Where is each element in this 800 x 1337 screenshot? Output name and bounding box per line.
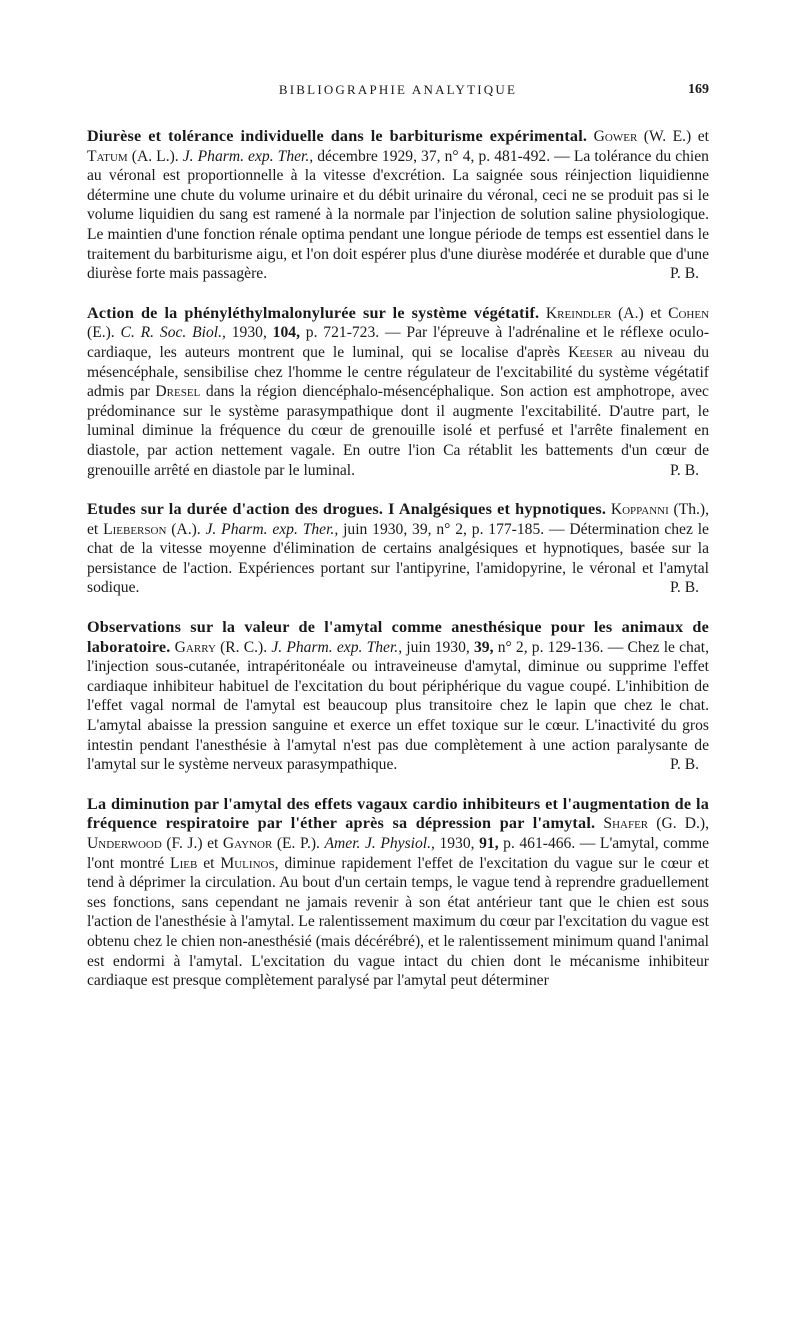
cited-author: Lieb [170,854,198,872]
entry-text [87,127,709,284]
reference: 1930, [231,324,267,342]
reference: 1930, [439,835,475,852]
entry-title: La diminution par l'amytal des effets vagaux cardio inhibiteurs et l'augmentation de la fréquence respiratoire par l'éther après sa dépression par l'amytal. [87,794,709,833]
author-initials: (E. P.). [276,835,320,852]
reference: décembre 1929, 37, n° 4, p. 481-492. — [317,147,570,165]
entry-text [87,795,709,991]
entry-text [87,618,709,775]
entry-phenylethylmalonyluree [87,304,709,480]
abstract: La tolérance du chien au véronal est proportionnelle à la vitesse d'excrétion. La saignée sous réinjection liquidienne détermine une chute du volume urinaire et du débit urinaire du véronal, ceci ne se produit pas si le volume liquidien du sang est ramené à la normale par l'injection de solution saline physiologique. Le maintien d'une fonction rénale optima pendant une longue période de temps est essentiel dans le traitement du barbiturisme aigu, et l'on doit espérer plus d'une diurèse modérée et durable que d'une diurèse forte mais passagère. [87,147,709,283]
journal-name: J. Pharm. exp. Ther., [271,638,403,656]
running-head [87,82,709,104]
running-head-title: BIBLIOGRAPHIE ANALYTIQUE [278,82,518,97]
cited-author: Mulinos [220,854,275,872]
conjunction: et [203,854,215,872]
signature: P. B. [669,756,699,774]
author-initials: (F. J.) et [166,835,219,852]
abstract: Détermination chez le chat de la vitesse moyenne d'élimination de certains analgésiques et hypnotiques, basée sur la persistance de l'action. Expériences portant sur l'antipyrine, l'amidopyrine, le véronal et l'amytal sodique. [87,520,709,597]
journal-name: C. R. Soc. Biol., [120,324,226,342]
abstract-cont: , diminue rapidement l'effet de l'excitation du vague sur le cœur et tend à déprimer la circulation. Au bout d'un certain temps, le vague tend à reprendre graduellement ses fonctions, sans cependant ne jamais revenir à son état antérieur tant que le chien est sous l'action de l'anesthésie à l'amytal. Le ralentissement maximum du cœur par l'excitation du vague est obtenu chez le chien non-anesthésié (mais décérébré), et le ralentissement minimum quand l'animal est endormi à l'amytal. L'excitation du vague intact du chien dont le mécanisme inhibiteur cardiaque est presque complètement paralysé par l'amytal peut déterminer [87,854,709,990]
signature: P. B. [669,265,699,283]
abstract: L'amytal, comme l'ont montré [87,835,710,872]
reference-pages: p. 461-466. — [503,835,596,852]
reference: juin 1930, 39, n° 2, p. 177-185. — [343,520,565,538]
entry-amytal-anesthesique [87,618,709,775]
bibliography-entries [87,127,709,1011]
author-initials: (W. E.) et [643,128,709,145]
author-initials: (Th.), et [87,501,709,538]
author-initials: (E.). [87,324,115,342]
author-initials: (A.). [171,520,201,538]
abstract: Chez le chat, l'injection sous-cutanée, intrapéritonéale ou intraveineuse d'amytal, diminue ou supprime l'effet cardiaque inhibiteur habituel de l'excitation du bout périphérique du vague coupé. L'inhibition de l'effet vagal normal de l'amytal est beaucoup plus transitoire chez le lapin que chez le chat. L'amytal abaisse la pression sanguine et exerce un effet toxique sur le cœur. L'inactivité du gros intestin pendant l'anesthésie à l'amytal n'est pas due complètement à une action paralysante de l'amytal sur le système nerveux parasympathique. [87,638,710,774]
page-number: 169 [688,82,709,97]
author-name: Shafer [603,815,649,833]
entry-text [87,304,709,480]
author-name: Lieberson [103,520,167,538]
entry-diurese [87,127,709,284]
volume: 39, [474,638,494,656]
cited-author: Keeser [568,343,613,361]
author-name: Tatum [87,147,128,165]
journal-name: J. Pharm. exp. Ther., [205,520,339,538]
volume: 91, [479,835,499,852]
author-name: Gaynor [222,835,273,852]
entry-title: Diurèse et tolérance individuelle dans le barbiturisme expérimental. [87,127,588,145]
entry-text [87,500,709,598]
author-name: Garry [174,638,216,656]
abstract-cont: dans la région diencéphalo-mésencéphalique. Son action est amphotrope, avec prédominance sur le système parasympathique dont il augmente l'excitabilité. D'autre part, le luminal diminue la fréquence du cœur de grenouille isolé et perfusé et l'arrête finalement en diastole, par action nettement vagale. En outre l'ion Ca rétablit les battements d'un cœur de grenouille arrêté en diastole par le luminal. [87,383,709,479]
entry-title: Observations sur la valeur de l'amytal comme anesthésique pour les animaux de laboratoire. [87,618,709,656]
author-name: Cohen [668,304,710,322]
author-initials: (A.) et [618,304,662,322]
entry-title: Action de la phényléthylmalonylurée sur le système végétatif. [87,303,540,322]
journal-name: J. Pharm. exp. Ther., [182,147,314,165]
cited-author: Dresel [155,383,201,401]
volume: 104, [272,324,300,342]
entry-title: Etudes sur la durée d'action des drogues. I Analgésiques et hypnotiques. [87,500,607,519]
abstract-cont: au niveau du mésencéphale, sensibilise chez l'homme le centre régulateur de l'excitabilité du système végétatif admis par [87,343,709,401]
reference: juin 1930, [406,638,470,656]
reference-pages: p. 721-723. — [305,324,401,342]
journal-name: Amer. J. Physiol., [324,835,435,852]
author-name: Kreindler [545,304,612,322]
author-initials: (R. C.). [220,638,268,656]
author-initials: (A. L.). [131,147,179,165]
author-name: Gower [593,128,638,145]
author-initials: (G. D.), [656,815,709,833]
entry-amytal-vagaux [87,795,709,991]
entry-duree-action [87,500,709,598]
signature: P. B. [669,461,699,479]
author-name: Underwood [87,835,162,852]
reference-pages: n° 2, p. 129-136. — [497,638,624,656]
author-name: Koppanni [610,501,669,519]
abstract: Par l'épreuve à l'adrénaline et le réflexe oculo-cardiaque, les auteurs montrent que le luminal, qui se localise d'après [87,324,710,361]
signature: P. B. [669,579,699,597]
